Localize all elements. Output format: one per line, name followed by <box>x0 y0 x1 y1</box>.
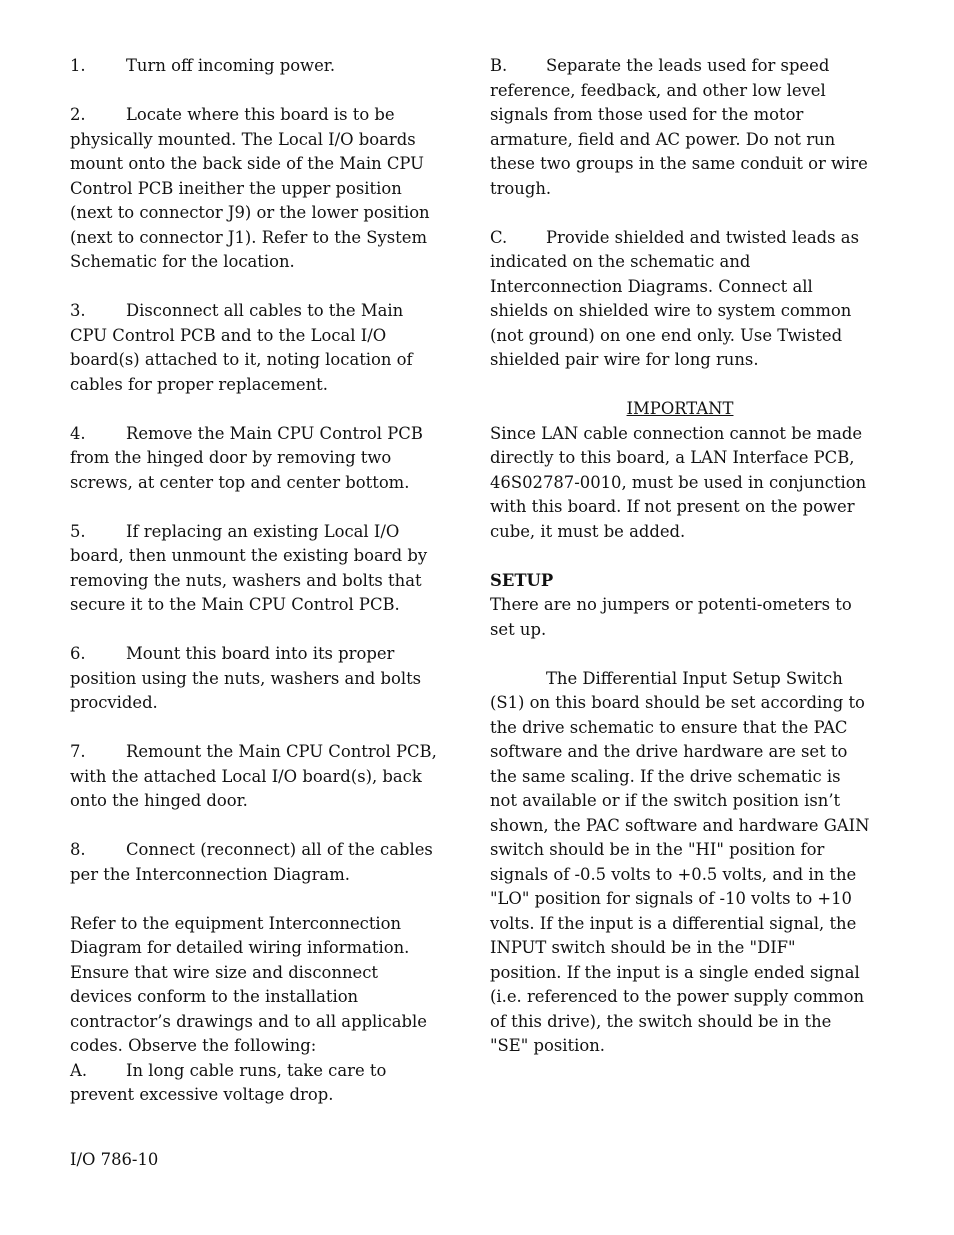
item-c: C. Provide shielded and twisted leads as indicated on the schematic and Interconnection Diagrams. Connect all shields on shielded wire to system common (not ground) on one end only. Use Twisted shielded pair wire for long runs. <box>490 227 859 369</box>
page-footer: I/O 786-10 <box>70 1150 159 1169</box>
switch-paragraph: The Differential Input Setup Switch (S1) on this board should be set according to the drive schematic to ensure that the PAC software and the drive hardware are set to the same scaling. If the drive schematic is not available or if the switch position isn’t shown, the PAC software and hardware GAIN switch should be in the "HI" position for signals of -0.5 volts to +0.5 volts, and in the "LO" position for signals of -10 volts to +10 volts. If the input is a differential signal, the INPUT switch should be in the "DIF" position. If the input is a single ended signal (i.e. referenced to the power supply common of this drive), the switch should be in the "SE" position. <box>490 668 870 1055</box>
step-8: 8. Connect (reconnect) all of the cables per the Interconnection Diagram. <box>70 840 433 884</box>
left-column <box>70 54 442 1108</box>
item-b: B. Separate the leads used for speed reference, feedback, and other low level signals from those used for the motor armature, field and AC power. Do not run these two groups in the same conduit or wire trough. <box>490 56 868 198</box>
item-a: A. In long cable runs, take care to prevent excessive voltage drop. <box>70 1060 387 1104</box>
step-1: 1. Turn off incoming power. <box>70 56 336 75</box>
setup-text: There are no jumpers or potenti-ometers to set up. <box>490 595 852 639</box>
step-3: 3. Disconnect all cables to the Main CPU Control PCB and to the Local I/O board(s) attached to it, noting location of cables for proper replacement. <box>70 301 413 394</box>
step-4: 4. Remove the Main CPU Control PCB from the hinged door by removing two screws, at center top and center bottom. <box>70 423 423 492</box>
step-5: 5. If replacing an existing Local I/O board, then unmount the existing board by removing the nuts, washers and bolts that secure it to the Main CPU Control PCB. <box>70 521 428 614</box>
setup-heading: SETUP <box>490 570 554 590</box>
right-column <box>490 54 870 1083</box>
important-text: Since LAN cable connection cannot be made directly to this board, a LAN Interface PCB, 46S02787-0010, must be used in conjunction with this board. If not present on the power cube, it must be added. <box>490 423 867 541</box>
important-heading: IMPORTANT <box>626 399 734 418</box>
step-6: 6. Mount this board into its proper position using the nuts, washers and bolts procvided. <box>70 644 422 712</box>
refer-paragraph: Refer to the equipment Interconnection Diagram for detailed wiring information. Ensure that wire size and disconnect devices conform to the installation contractor’s drawings and to all applicable codes. Observe the following: <box>70 913 427 1055</box>
step-7: 7. Remount the Main CPU Control PCB, with the attached Local I/O board(s), back onto the hinged door. <box>70 742 437 810</box>
step-2: 2. Locate where this board is to be physically mounted. The Local I/O boards mount onto the back side of the Main CPU Control PCB ineither the upper position (next to connector J9) or the lower position (next to connector J1). Refer to the System Schematic for the location. <box>70 105 430 271</box>
